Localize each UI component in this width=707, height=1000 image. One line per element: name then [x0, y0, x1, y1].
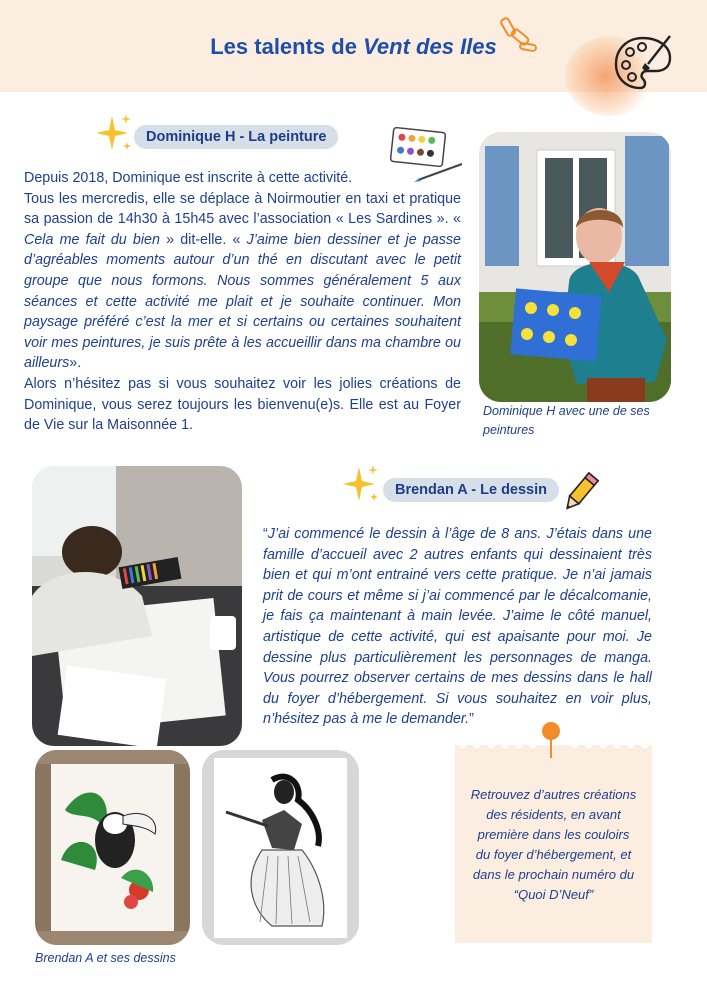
drawing-quote-text: J’ai commencé le dessin à l’âge de 8 ans. J’étais dans une famille d’accueil avec 2 autres enfants qui dessinaient très bien et qui m’ont entrainé vers cette pratique. Je n’ai jamais prit de cours et même si j’ai commencé par le décalcomanie, je fais ça maintenant à main levée. J’aime le côté manuel, artistique de cette activité, qui est apaisante pour moi. Je dessine plus particulièrement les personnages de manga. Vous pourrez observer certains de mes dessins dans le hall du foyer d’hébergement. Si vous souhaitez en voir plus, n’hésitez pas à me le demander.	[263, 526, 652, 728]
dominique-photo	[479, 132, 671, 402]
section-label-painting: Dominique H - La peinture	[134, 125, 338, 149]
sparkle-icon	[341, 463, 381, 505]
painting-text-mid: » dit-elle. «	[159, 231, 247, 248]
accent-lines-icon	[500, 14, 540, 58]
painting-text-intro: Tous les mercredis, elle se déplace à Noirmoutier en taxi et pratique sa passion de 14h30 à 15h45 avec l’association « Les Sardines ». «	[24, 190, 461, 228]
painting-text-end: ».	[69, 355, 82, 372]
section-label-drawing: Brendan A - Le dessin	[383, 478, 559, 502]
dancer-drawing-photo	[202, 750, 359, 945]
painting-quote-short: Cela me fait du bien	[24, 231, 160, 248]
painting-paragraph-3: Alors n’hésitez pas si vous souhaitez voir les jolies créations de Dominique, vous serez toujours les bienvenu(e)s. Elle est au Foyer de Vie sur la Maisonnée 1.	[24, 375, 461, 434]
drawing-quote-paragraph	[263, 524, 652, 730]
painting-quote-long: J’aime bien dessiner et je passe d’agréables moments autour d’un thé en discutant avec le petit groupe que nous formons. Nous sommes généralement 5 aux séances et cette activité me plait et je souhaite continuer. Mon paysage préféré c’est la mer et si certains ou certaines souhaitent voir mes peintures, je suis prête à les accueillir dans ma chambre ou ailleurs	[24, 231, 461, 372]
drawing-quote	[263, 524, 652, 730]
note-text: Retrouvez d’autres créations des résidents, en avant première dans les couloirs du foyer d’hébergement, et dans le prochain numéro du “Quoi D’Neuf”	[470, 787, 637, 902]
sparkle-icon	[94, 112, 134, 154]
quote-open-mark: “	[263, 526, 268, 542]
push-pin-icon	[540, 720, 562, 760]
painting-article	[24, 168, 461, 436]
pencil-icon	[560, 470, 600, 516]
brendan-caption: Brendan A et ses dessins	[35, 951, 176, 965]
reminder-note-card	[455, 745, 652, 943]
painting-paragraph-2	[24, 189, 461, 374]
title-prefix: Les talents de	[210, 34, 357, 59]
title-emphasis: Vent des Iles	[363, 34, 497, 59]
paint-palette-icon	[612, 32, 674, 94]
toucan-drawing-photo	[35, 750, 190, 945]
dominique-caption: Dominique H avec une de ses peintures	[483, 404, 650, 437]
brendan-drawing-photo	[32, 466, 242, 746]
painting-paragraph-1: Depuis 2018, Dominique est inscrite à cette activité.	[24, 170, 353, 186]
quote-close-mark: ”	[469, 711, 474, 728]
